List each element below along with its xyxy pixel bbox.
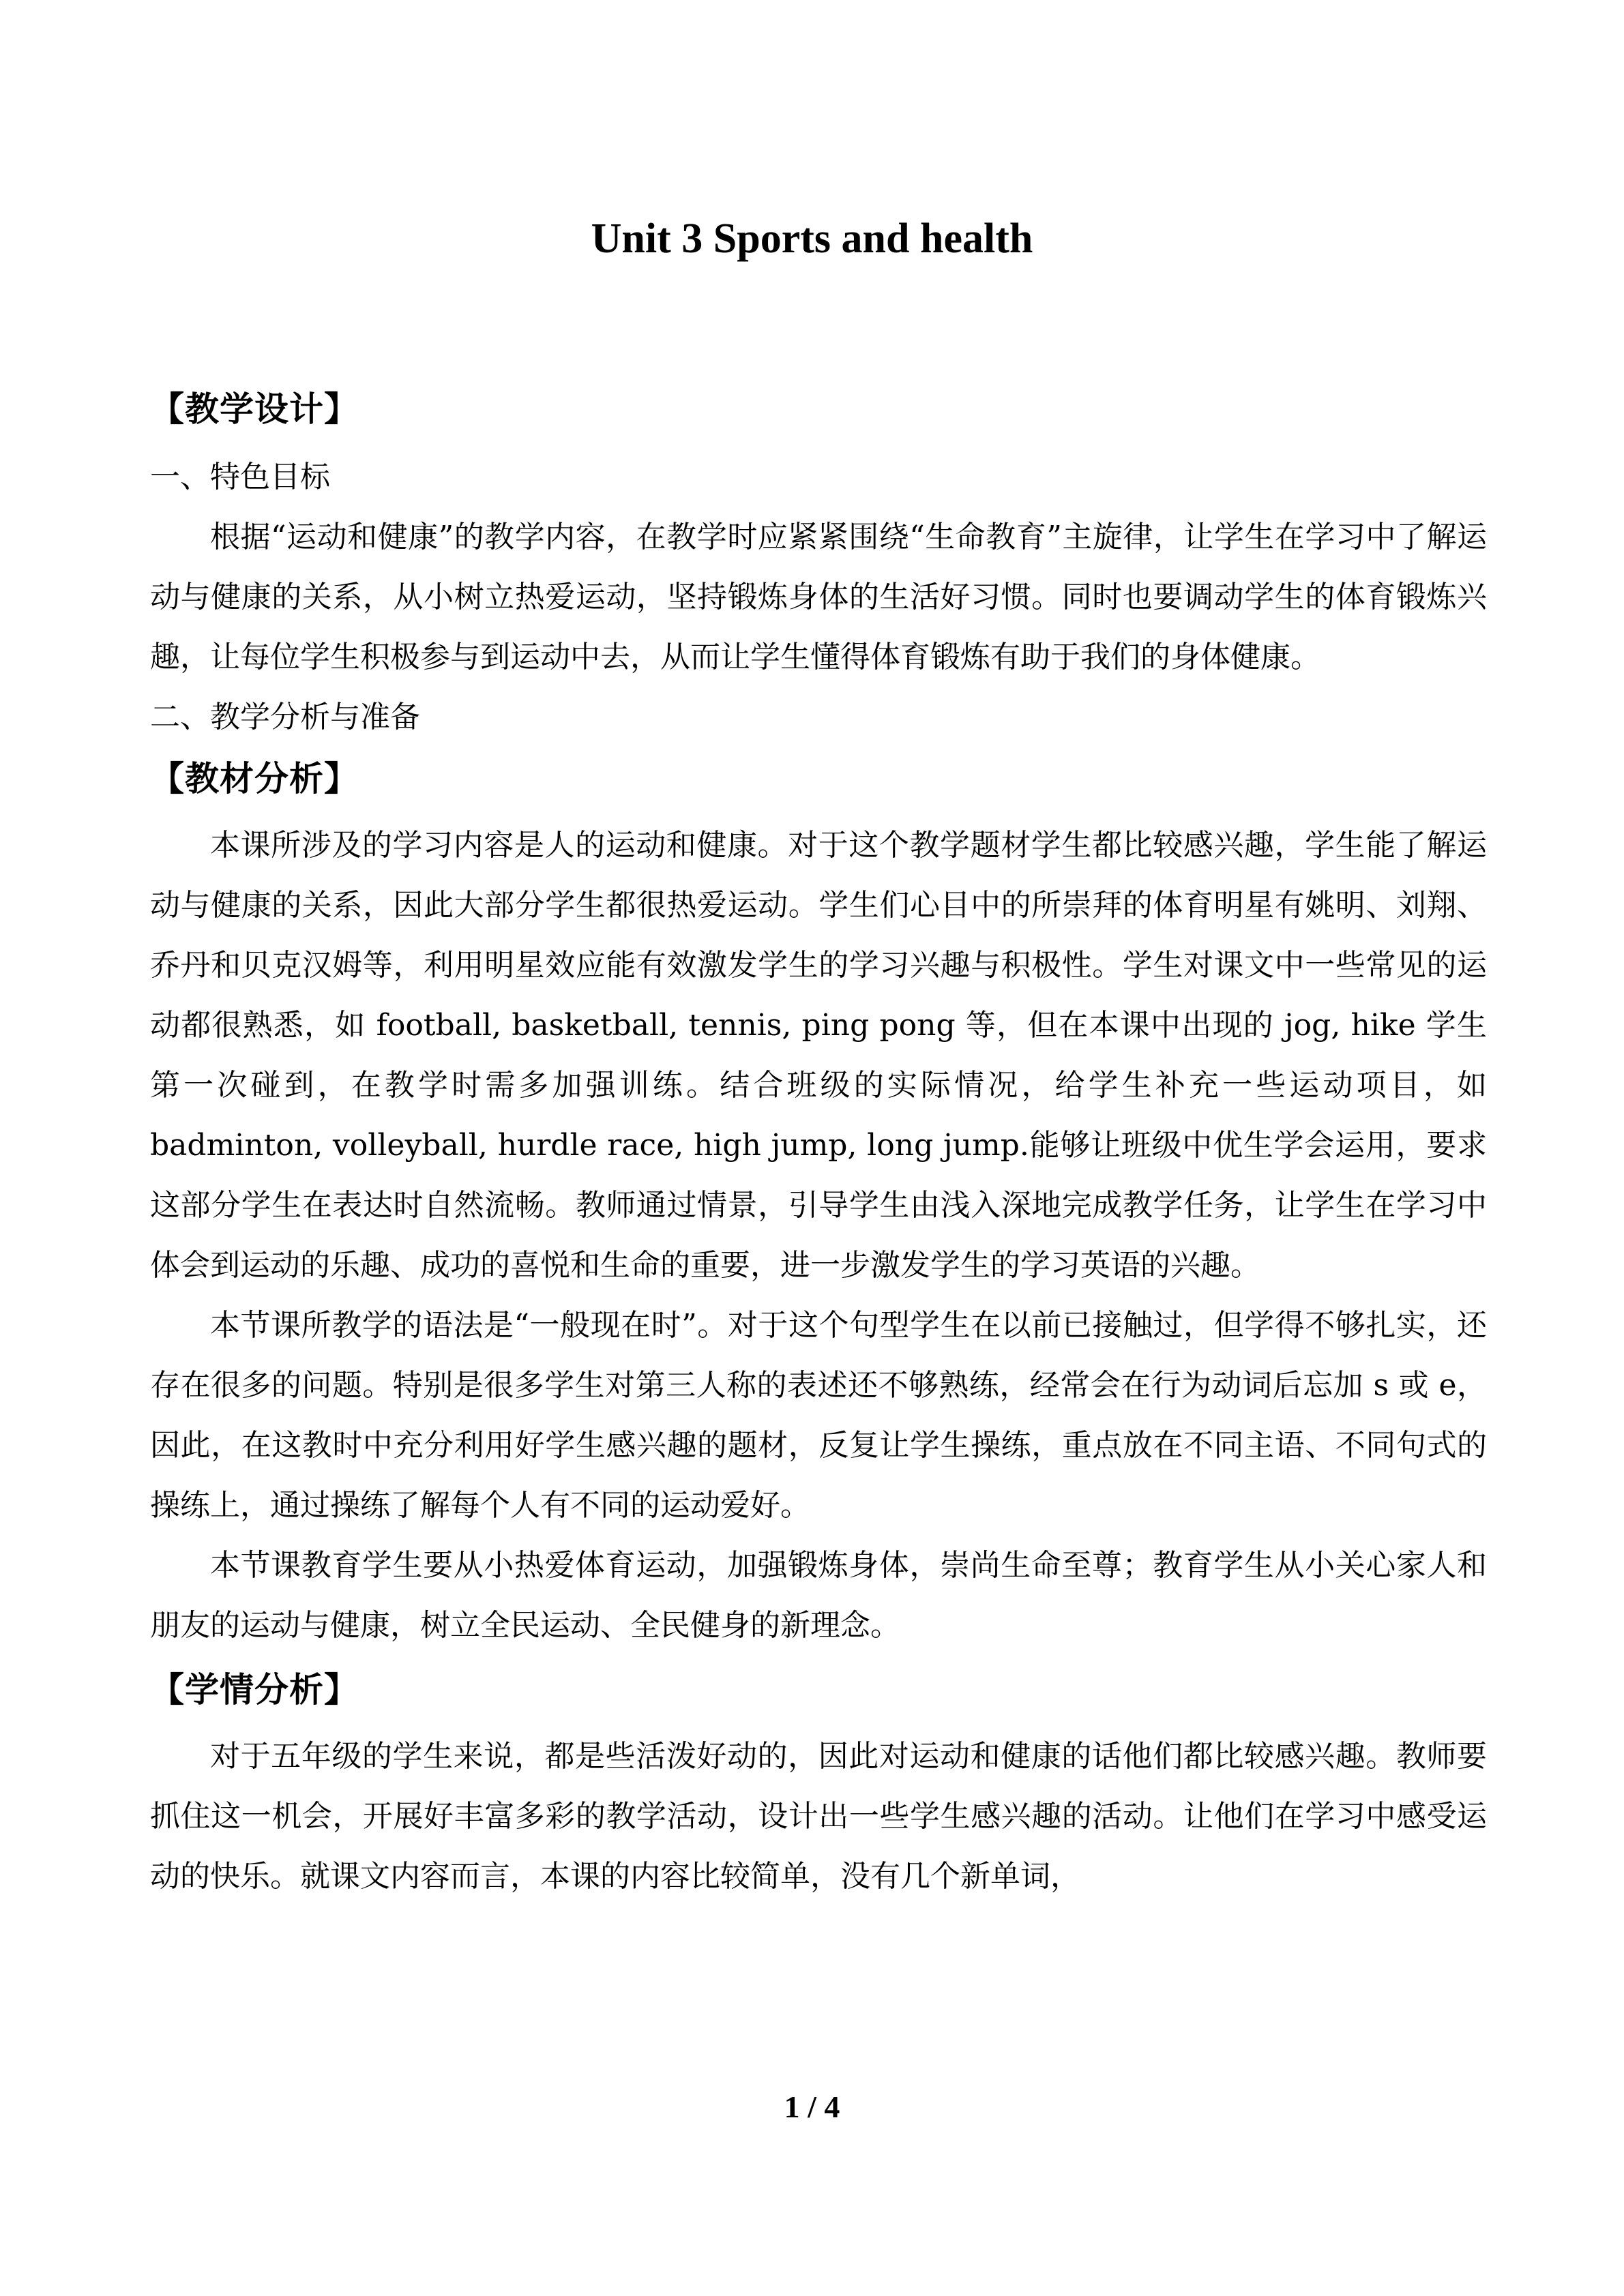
paragraph-student-analysis: 对于五年级的学生来说，都是些活泼好动的，因此对运动和健康的话他们都比较感兴趣。教师要抓住这一机会，开展好丰富多彩的教学活动，设计出一些学生感兴趣的活动。让他们在学习中感受运动的快乐。就课文内容而言，本课的内容比较简单，没有几个新单词，	[150, 1739, 1487, 1894]
paragraph-material-analysis-3: 本节课教育学生要从小热爱体育运动，加强锻炼身体，崇尚生命至尊；教育学生从小关心家人和朋友的运动与健康，树立全民运动、全民健身的新理念。	[150, 1548, 1487, 1643]
page-number: 1 / 4	[784, 2089, 840, 2124]
paragraph-material-analysis-2: 本节课所教学的语法是“一般现在时”。对于这个句型学生在以前已接触过，但学得不够扎实，还存在很多的问题。特别是很多学生对第三人称的表述还不够熟练，经常会在行为动词后忘加 s 或 e，因此，在这教时中充分利用好学生感兴趣的题材，反复让学生操练，重点放在不同主语、不同句式的操练上，通过操练了解每个人有不同的运动爱好。	[150, 1308, 1487, 1523]
paragraph-material-analysis-1: 本课所涉及的学习内容是人的运动和健康。对于这个教学题材学生都比较感兴趣，学生能了解运动与健康的关系，因此大部分学生都很热爱运动。学生们心目中的所崇拜的体育明星有姚明、刘翔、乔丹和贝克汉姆等，利用明星效应能有效激发学生的学习兴趣与积极性。学生对课文中一些常见的运动都很熟悉，如 football, basketball, tennis, ping pong 等，但在本课中出现的 jog, hike 学生第一次碰到，在教学时需多加强训练。结合班级的实际情况，给学生补充一些运动项目，如 badminton, volleyball, hurdle race, high jump, long jump.能够让班级中优生学会运用，要求这部分学生在表达时自然流畅。教师通过情景，引导学生由浅入深地完成教学任务，让学生在学习中体会到运动的乐趣、成功的喜悦和生命的重要，进一步激发学生的学习英语的兴趣。	[150, 828, 1487, 1283]
heading-teaching-design: 【教学设计】	[150, 389, 359, 429]
document-body	[150, 382, 1487, 1907]
section-analysis-preparation: 二、教学分析与准备	[150, 700, 420, 734]
section-feature-goals: 一、特色目标	[150, 460, 330, 494]
document-title: Unit 3 Sports and health	[591, 215, 1033, 262]
paragraph-feature-goals: 根据“运动和健康”的教学内容，在教学时应紧紧围绕“生命教育”主旋律，让学生在学习中了解运动与健康的关系，从小树立热爱运动，坚持锻炼身体的生活好习惯。同时也要调动学生的体育锻炼兴趣，让每位学生积极参与到运动中去，从而让学生懂得体育锻炼有助于我们的身体健康。	[150, 520, 1487, 674]
heading-material-analysis: 【教材分析】	[150, 759, 359, 799]
heading-student-analysis: 【学情分析】	[150, 1670, 359, 1710]
